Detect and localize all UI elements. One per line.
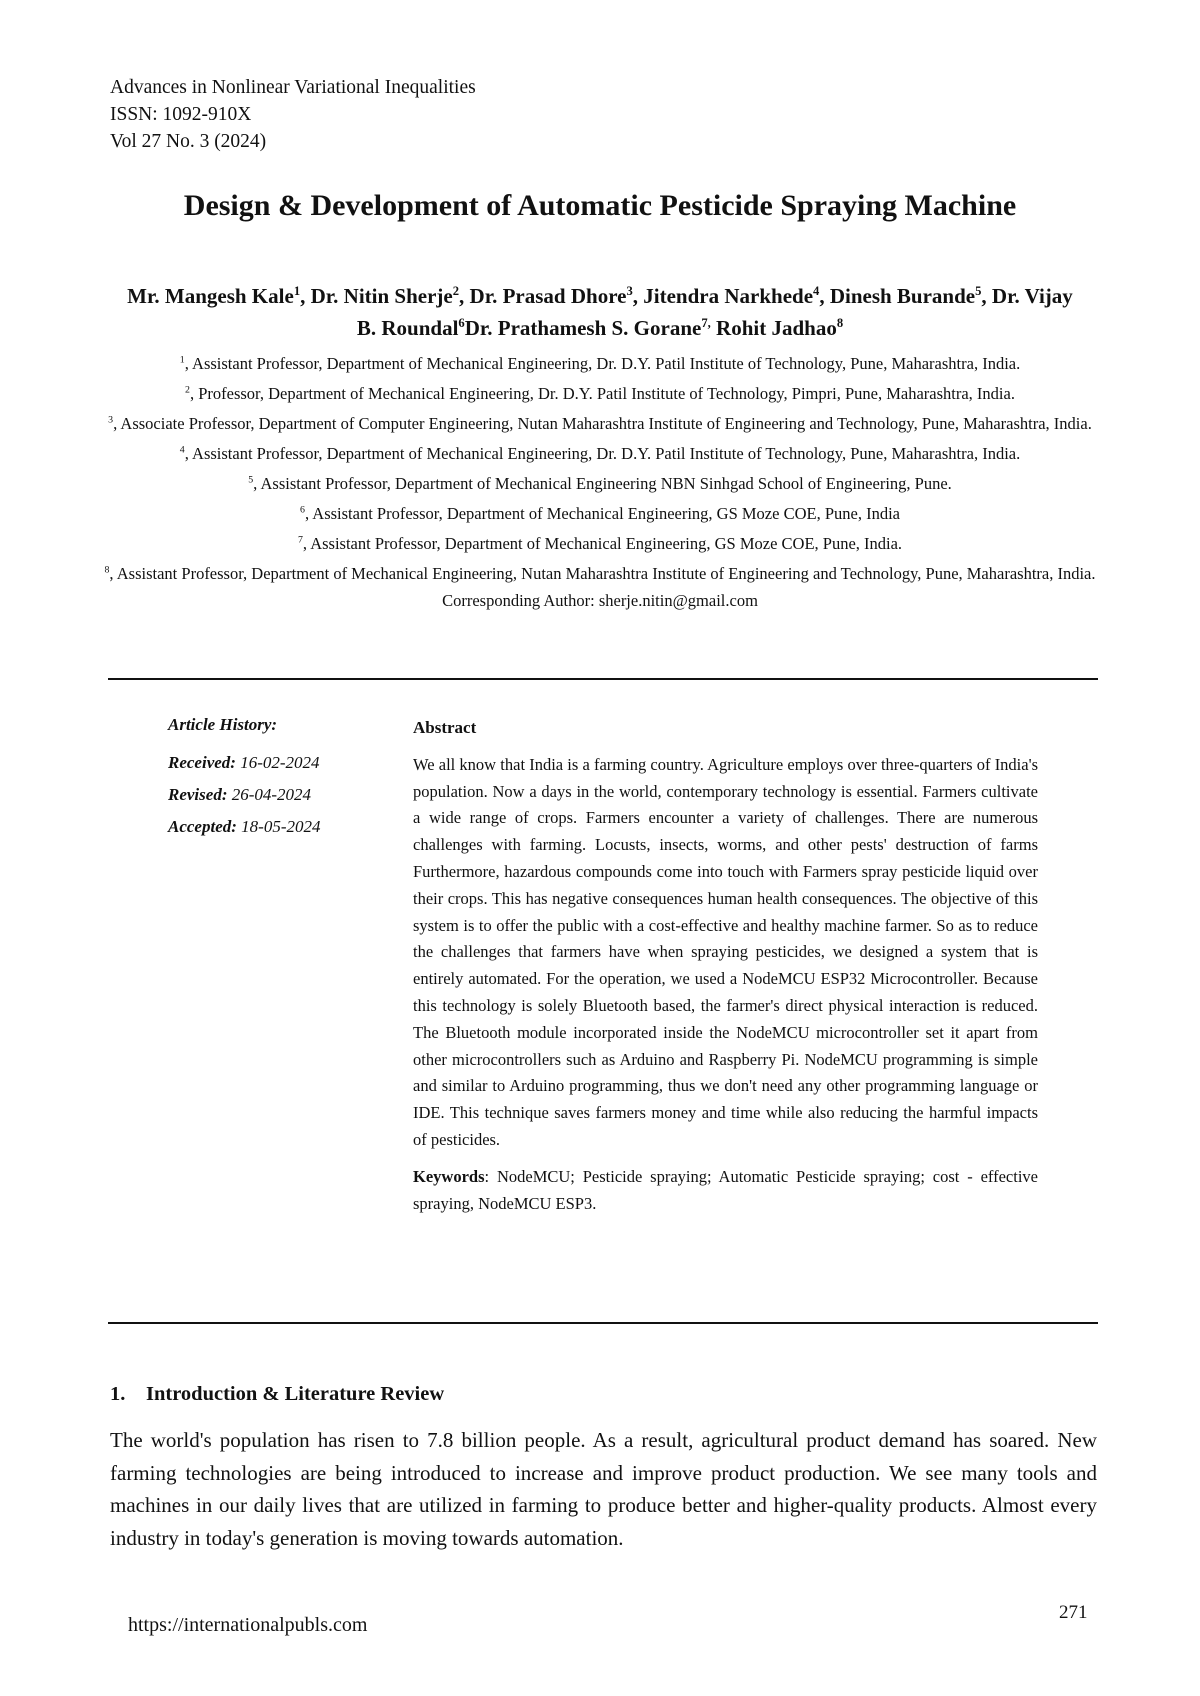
abstract-block xyxy=(413,715,1038,1217)
affiliation-item xyxy=(100,560,1100,614)
author-affiliation-mark: 2 xyxy=(452,284,460,298)
accepted-label: Accepted: xyxy=(168,817,237,836)
affiliation-item xyxy=(100,440,1100,467)
author-affiliation-mark: 1 xyxy=(293,284,301,298)
author-affiliation-mark: 5 xyxy=(975,284,982,298)
author-name: Dr. Vijay B. Roundal xyxy=(356,284,1073,340)
author-name: Jitendra Narkhede xyxy=(643,284,814,308)
divider-bottom xyxy=(108,1322,1098,1324)
affiliation-mark: 8 xyxy=(104,564,110,576)
author-name: Mr. Mangesh Kale xyxy=(127,284,294,308)
affiliation-item xyxy=(100,500,1100,527)
keywords-label: Keywords xyxy=(413,1166,485,1186)
author-affiliation-mark: 7, xyxy=(701,316,711,330)
page-number: 271 xyxy=(1059,1602,1088,1623)
affiliation-item xyxy=(100,470,1100,497)
received-label: Received: xyxy=(168,753,236,772)
received-value: 16-02-2024 xyxy=(240,753,320,772)
author-separator: , xyxy=(300,284,311,308)
author-separator: , xyxy=(819,284,830,308)
keywords-text: : NodeMCU; Pesticide spraying; Automatic Pesticide spraying; cost - effective spraying, NodeMCU ESP3. xyxy=(413,1166,1038,1213)
affiliation-text: , Assistant Professor, Department of Mechanical Engineering, Dr. D.Y. Patil Institute of Technology, Pune, Maharashtra, India. xyxy=(184,444,1021,463)
author-name: Dr. Prasad Dhore xyxy=(469,284,627,308)
received-date xyxy=(168,753,320,773)
author-separator: , xyxy=(981,284,992,308)
affiliation-mark: 3 xyxy=(108,414,114,426)
affiliation-text: , Assistant Professor, Department of Mechanical Engineering NBN Sinhgad School of Engineering, Pune. xyxy=(253,474,952,493)
affiliation-mark: 4 xyxy=(179,444,185,456)
journal-name: Advances in Nonlinear Variational Inequalities xyxy=(110,77,476,98)
abstract-heading: Abstract xyxy=(413,718,477,737)
affiliation-item xyxy=(100,380,1100,407)
author-separator: , xyxy=(632,284,644,308)
divider-top xyxy=(108,678,1098,680)
affiliation-mark: 6 xyxy=(300,504,305,516)
affiliation-text: , Assistant Professor, Department of Mechanical Engineering, GS Moze COE, Pune, India xyxy=(304,504,900,523)
author-list xyxy=(120,280,1080,344)
revised-date xyxy=(168,785,320,805)
affiliation-text: , Associate Professor, Department of Computer Engineering, Nutan Maharashtra Institute of Engineering and Technology, Pune, Maharashtra, India. xyxy=(113,414,1092,433)
affiliation-item xyxy=(100,410,1100,437)
affiliation-mark: 1 xyxy=(179,354,185,366)
section-heading xyxy=(110,1383,444,1406)
affiliation-item xyxy=(100,350,1100,377)
affiliation-item xyxy=(100,530,1100,557)
author-name: Dr. Prathamesh S. Gorane xyxy=(464,316,702,340)
journal-issn: ISSN: 1092-910X xyxy=(110,104,252,125)
affiliation-text: , Assistant Professor, Department of Mechanical Engineering, Dr. D.Y. Patil Institute of Technology, Pune, Maharashtra, India. xyxy=(184,354,1021,373)
affiliation-text: , Assistant Professor, Department of Mechanical Engineering, Nutan Maharashtra Institute of Engineering and Technology, Pune, Maharashtra, India. Corresponding Author: sherje.nitin@gmail.com xyxy=(109,564,1096,610)
author-name: Dinesh Burande xyxy=(829,284,976,308)
affiliation-text: , Assistant Professor, Department of Mechanical Engineering, GS Moze COE, Pune, India. xyxy=(302,534,903,553)
affiliation-text: , Professor, Department of Mechanical Engineering, Dr. D.Y. Patil Institute of Technology, Pimpri, Pune, Maharashtra, India. xyxy=(189,384,1015,403)
author-affiliation-mark: 3 xyxy=(626,284,633,298)
section-body: The world's population has risen to 7.8 billion people. As a result, agricultural product demand has soared. New farming technologies are being introduced to increase and improve product production. We see many tools and machines in our daily lives that are utilized in farming to produce better and higher-quality products. Almost every industry in today's generation is moving towards automation. xyxy=(110,1428,1097,1550)
footer-url[interactable]: https://internationalpubls.com xyxy=(128,1614,368,1636)
accepted-value: 18-05-2024 xyxy=(241,817,321,836)
journal-header xyxy=(110,74,476,155)
affiliation-mark: 5 xyxy=(248,474,254,486)
author-affiliation-mark: 6 xyxy=(458,316,465,330)
article-history xyxy=(168,715,320,849)
paper-title: Design & Development of Automatic Pesticide Spraying Machine xyxy=(183,189,1017,222)
article-history-heading: Article History: xyxy=(168,715,278,734)
accepted-date xyxy=(168,817,320,837)
section-title: Introduction & Literature Review xyxy=(146,1383,445,1405)
author-name: Rohit Jadhao xyxy=(716,316,837,340)
affiliation-list xyxy=(100,350,1100,617)
section-number: 1. xyxy=(110,1383,126,1405)
abstract-text: We all know that India is a farming country. Agriculture employs over three-quarters of India's population. Now a days in the world, contemporary technology is essential. Farmers cultivate a wide range of crops. Farmers encounter a variety of challenges. There are numerous challenges with farming. Locusts, insects, worms, and other pests' destruction of farms Furthermore, hazardous compounds come into touch with Farmers spray pesticide liquid over their crops. This has negative consequences human health consequences. The objective of this system is to offer the public with a cost-effective and healthy machine farmer. So as to reduce the challenges that farmers have when spraying pesticides, we designed a system that is entirely automated. For the operation, we used a NodeMCU ESP32 Microcontroller. Because this technology is solely Bluetooth based, the farmer's direct physical interaction is reduced. The Bluetooth module incorporated inside the NodeMCU microcontroller set it apart from other microcontrollers such as Arduino and Raspberry Pi. NodeMCU programming is simple and similar to Arduino programming, thus we don't need any other programming language or IDE. This technique saves farmers money and time while also reducing the harmful impacts of pesticides. xyxy=(413,754,1038,1149)
author-name: Dr. Nitin Sherje xyxy=(310,284,453,308)
journal-volume: Vol 27 No. 3 (2024) xyxy=(110,131,267,152)
affiliation-mark: 7 xyxy=(297,534,303,546)
author-affiliation-mark: 4 xyxy=(813,284,820,298)
author-separator: , xyxy=(459,284,470,308)
keywords xyxy=(413,1164,1038,1218)
affiliation-mark: 2 xyxy=(185,384,190,396)
revised-label: Revised: xyxy=(168,785,228,804)
revised-value: 26-04-2024 xyxy=(231,785,312,804)
author-affiliation-mark: 8 xyxy=(836,316,844,330)
